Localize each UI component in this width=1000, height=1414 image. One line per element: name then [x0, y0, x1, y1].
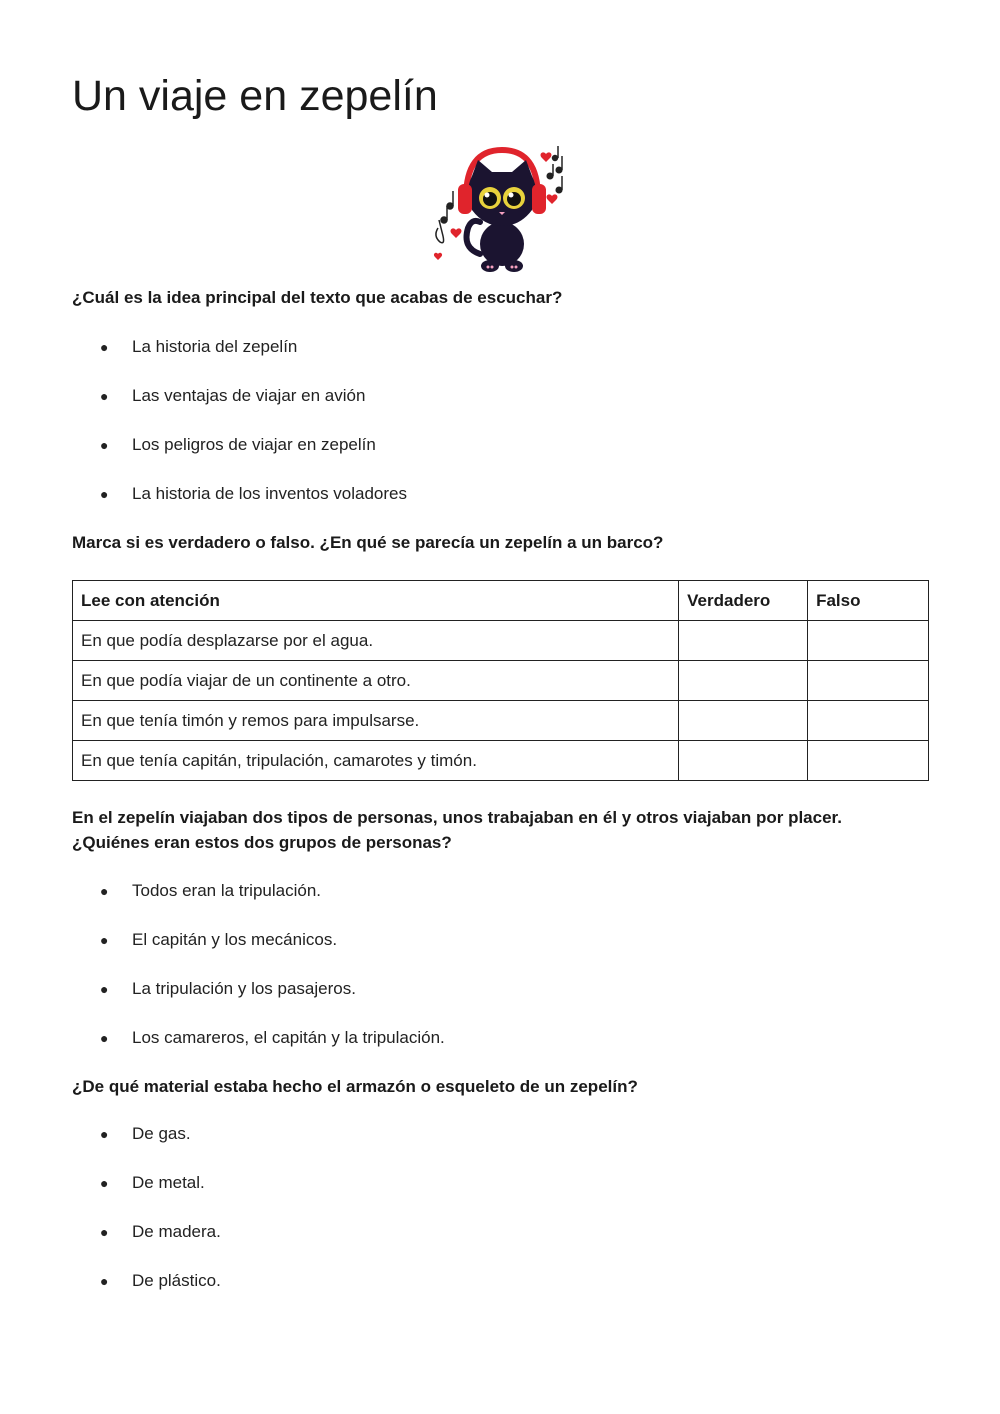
table-row	[73, 701, 929, 741]
list-item[interactable]	[72, 880, 928, 929]
question-3-line-1: En el zepelín viajaban dos tipos de personas, unos trabajaban en él y otros viajaban por placer.	[72, 808, 842, 827]
table-row	[73, 621, 929, 661]
false-cell[interactable]	[808, 701, 929, 741]
bullet-icon: ●	[100, 339, 109, 355]
bullet-icon: ●	[100, 437, 109, 453]
question-2: Marca si es verdadero o falso. ¿En qué se parecía un zepelín a un barco?	[72, 533, 664, 552]
bullet-icon: ●	[100, 981, 109, 997]
table-header-row	[73, 581, 929, 621]
bullet-icon: ●	[100, 1224, 109, 1240]
true-cell[interactable]	[679, 741, 808, 781]
list-item[interactable]	[72, 1027, 928, 1076]
question-3-line-2: ¿Quiénes eran estos dos grupos de personas?	[72, 833, 452, 852]
option-text: Todos eran la tripulación.	[132, 881, 322, 900]
list-item[interactable]	[72, 385, 928, 434]
list-item[interactable]	[72, 483, 928, 532]
option-text: Los camareros, el capitán y la tripulación.	[132, 1028, 445, 1047]
question-3	[72, 805, 928, 855]
bullet-icon: ●	[100, 1126, 109, 1142]
list-item[interactable]	[72, 1123, 928, 1172]
list-item[interactable]	[72, 1221, 928, 1270]
header-true: Verdadero	[679, 581, 808, 621]
question-4: ¿De qué material estaba hecho el armazón o esqueleto de un zepelín?	[72, 1077, 638, 1096]
false-cell[interactable]	[808, 741, 929, 781]
table-row	[73, 741, 929, 781]
bullet-icon: ●	[100, 1175, 109, 1191]
option-text: De gas.	[132, 1124, 191, 1143]
bullet-icon: ●	[100, 486, 109, 502]
statement-cell: En que podía desplazarse por el agua.	[73, 621, 679, 661]
option-text: Los peligros de viajar en zepelín	[132, 435, 376, 454]
option-text: De plástico.	[132, 1271, 221, 1290]
false-cell[interactable]	[808, 621, 929, 661]
list-item[interactable]	[72, 1270, 928, 1319]
question-4-options	[72, 1123, 928, 1319]
list-item[interactable]	[72, 336, 928, 385]
list-item[interactable]	[72, 978, 928, 1027]
false-cell[interactable]	[808, 661, 929, 701]
true-cell[interactable]	[679, 701, 808, 741]
list-item[interactable]	[72, 929, 928, 978]
bullet-icon: ●	[100, 932, 109, 948]
option-text: De metal.	[132, 1173, 205, 1192]
true-cell[interactable]	[679, 621, 808, 661]
bullet-icon: ●	[100, 883, 109, 899]
question-3-options	[72, 880, 928, 1076]
list-item[interactable]	[72, 434, 928, 483]
question-1-options	[72, 336, 928, 532]
option-text: Las ventajas de viajar en avión	[132, 386, 366, 405]
option-text: El capitán y los mecánicos.	[132, 930, 338, 949]
question-1: ¿Cuál es la idea principal del texto que acabas de escuchar?	[72, 288, 563, 307]
statement-cell: En que tenía capitán, tripulación, camarotes y timón.	[73, 741, 679, 781]
table-row	[73, 661, 929, 701]
bullet-icon: ●	[100, 1030, 109, 1046]
statement-cell: En que tenía timón y remos para impulsarse.	[73, 701, 679, 741]
list-item[interactable]	[72, 1172, 928, 1221]
option-text: La historia de los inventos voladores	[132, 484, 407, 503]
option-text: De madera.	[132, 1222, 221, 1241]
option-text: La historia del zepelín	[132, 337, 298, 356]
header-false: Falso	[808, 581, 929, 621]
true-cell[interactable]	[679, 661, 808, 701]
statement-cell: En que podía viajar de un continente a otro.	[73, 661, 679, 701]
true-false-table	[72, 580, 929, 781]
option-text: La tripulación y los pasajeros.	[132, 979, 356, 998]
bullet-icon: ●	[100, 388, 109, 404]
cat-headphones-icon	[428, 136, 573, 274]
header-read-carefully: Lee con atención	[73, 581, 679, 621]
page-title: Un viaje en zepelín	[72, 72, 438, 120]
bullet-icon: ●	[100, 1273, 109, 1289]
